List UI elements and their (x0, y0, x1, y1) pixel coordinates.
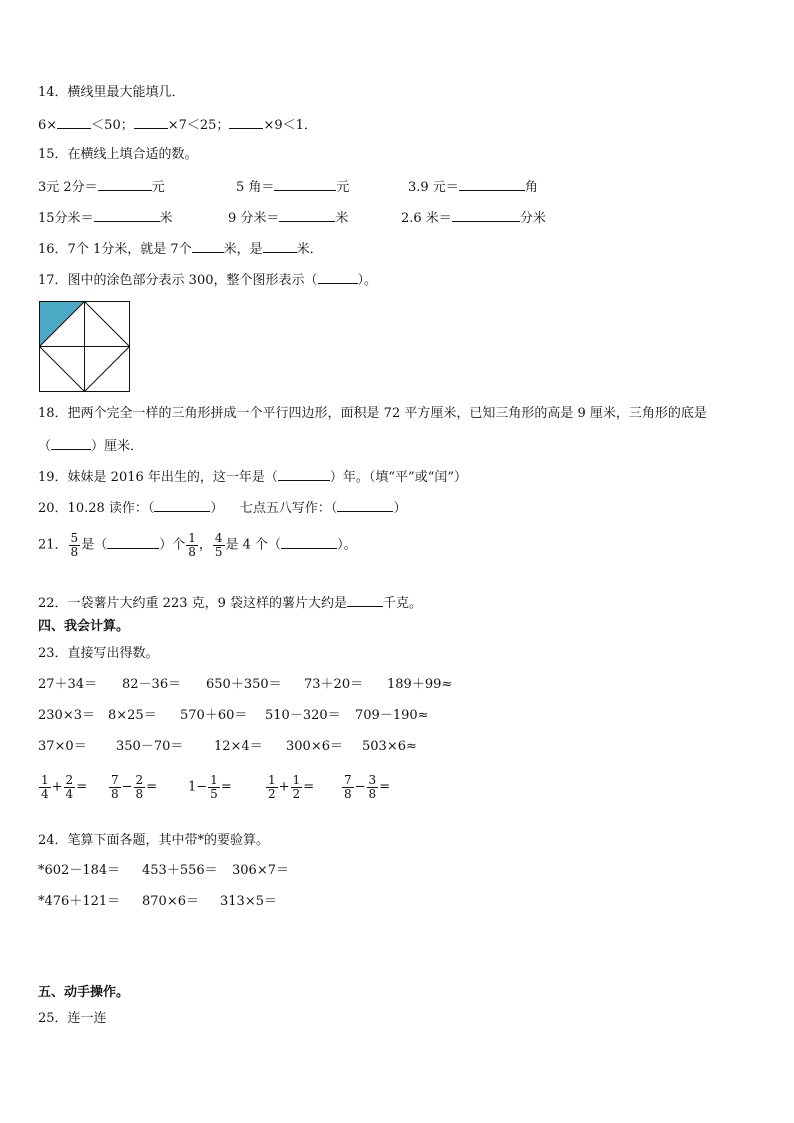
q23-title: 23．直接写出得数。 (38, 646, 159, 661)
answer-blank[interactable] (263, 239, 297, 253)
fraction: $\frac{1}{8}$ (188, 531, 196, 559)
q15-item: 3.9 元＝ 角 (408, 177, 538, 197)
fraction-calc: $\frac{1}{4}$ + $\frac{2}{4}$ = (41, 773, 88, 801)
q18-line2: （ ）厘米． (38, 436, 143, 456)
q20-line: 20．10.28 读作：（ ） 七点五八写作：（ ） (38, 498, 406, 518)
answer-blank[interactable] (192, 239, 224, 253)
calc-item: 27＋34＝ (38, 677, 98, 692)
calc-item: 8×25＝ (108, 708, 157, 723)
fraction-calc: $\frac{7}{8}$ − $\frac{3}{8}$ = (344, 773, 391, 801)
q22-line: 22．一袋薯片大约重 223 克，9 袋这样的薯片大约是 千克。 (38, 593, 422, 613)
calc-item: 453＋556＝ (142, 863, 218, 878)
calc-item: 313×5＝ (220, 894, 277, 909)
q17-line: 17．图中的涂色部分表示 300，整个图形表示（ ）。 (38, 270, 377, 290)
answer-blank[interactable] (318, 270, 358, 284)
calc-item: 709－190≈ (355, 708, 429, 723)
q18-line1: 18．把两个完全一样的三角形拼成一个平行四边形，面积是 72 平方厘米，已知三角形的高是 9 厘米，三角形的底是 (38, 406, 707, 421)
calc-item: 230×3＝ (38, 708, 95, 723)
calc-item: 510－320＝ (265, 708, 341, 723)
q15-item: 5 角＝ 元 (236, 177, 349, 197)
answer-blank[interactable] (154, 498, 210, 512)
fraction: $\frac{4}{5}$ (214, 531, 223, 559)
calc-item: 73＋20＝ (304, 677, 364, 692)
answer-blank[interactable] (281, 535, 337, 549)
answer-blank[interactable] (459, 177, 525, 191)
calc-item: 12×4＝ (214, 739, 263, 754)
answer-blank[interactable] (51, 436, 91, 450)
answer-blank[interactable] (347, 593, 383, 607)
fraction-calc: 1− $\frac{1}{5}$ = (188, 773, 232, 801)
q21-line: 21． $\frac{5}{8}$ 是（ ）个 $\frac{1}{8}$ ， $\frac{4}{5}$ 是 4 个（ ）。 (38, 531, 357, 559)
fraction-calc: $\frac{7}{8}$ − $\frac{2}{8}$ = (111, 773, 158, 801)
calc-item: 300×6＝ (286, 739, 343, 754)
calc-item: *476＋121＝ (38, 894, 121, 909)
calc-item: 570＋60＝ (180, 708, 248, 723)
answer-blank[interactable] (274, 177, 336, 191)
calc-item: 306×7＝ (232, 863, 289, 878)
q15-title: 15．在横线上填合适的数。 (38, 147, 198, 162)
answer-blank[interactable] (229, 115, 263, 129)
calc-item: 350－70＝ (116, 739, 184, 754)
calc-item: 650＋350＝ (206, 677, 282, 692)
section-5-heading: 五、动手操作。 (38, 985, 130, 1000)
calc-item: *602－184＝ (38, 863, 121, 878)
answer-blank[interactable] (337, 498, 393, 512)
calc-item: 37×0＝ (38, 739, 87, 754)
q15-item: 3元 2分＝ 元 (38, 177, 165, 197)
answer-blank[interactable] (107, 535, 159, 549)
calc-item: 870×6＝ (142, 894, 199, 909)
shaded-square-figure (39, 301, 131, 393)
answer-blank[interactable] (57, 115, 91, 129)
answer-blank[interactable] (279, 208, 335, 222)
fraction: $\frac{5}{8}$ (70, 531, 79, 559)
q25-title: 25．连一连 (38, 1011, 107, 1026)
q19-line: 19．妹妹是 2016 年出生的，这一年是（ ）年。（填“平”或“闰”） (38, 467, 467, 487)
q16-line: 16．7个 1分米，就是 7个 米，是 米． (38, 239, 323, 259)
q14-line: 6× ＜50； ×7＜25； ×9＜1． (38, 115, 317, 135)
q14-title: 14．横线里最大能填几． (38, 85, 185, 100)
section-4-heading: 四、我会计算。 (38, 619, 130, 634)
answer-blank[interactable] (134, 115, 168, 129)
q15-item: 2.6 米＝ 分米 (401, 208, 546, 228)
calc-item: 82－36＝ (122, 677, 182, 692)
answer-blank[interactable] (278, 467, 330, 481)
answer-blank[interactable] (94, 208, 160, 222)
q24-title: 24．笔算下面各题，其中带*的要验算。 (38, 833, 270, 848)
answer-blank[interactable] (98, 177, 152, 191)
calc-item: 189＋99≈ (387, 677, 453, 692)
q15-item: 9 分米＝ 米 (228, 208, 348, 228)
calc-item: 503×6≈ (362, 739, 417, 754)
fraction-calc: $\frac{1}{2}$ + $\frac{1}{2}$ = (268, 773, 315, 801)
answer-blank[interactable] (452, 208, 520, 222)
q15-item: 15分米＝ 米 (38, 208, 173, 228)
